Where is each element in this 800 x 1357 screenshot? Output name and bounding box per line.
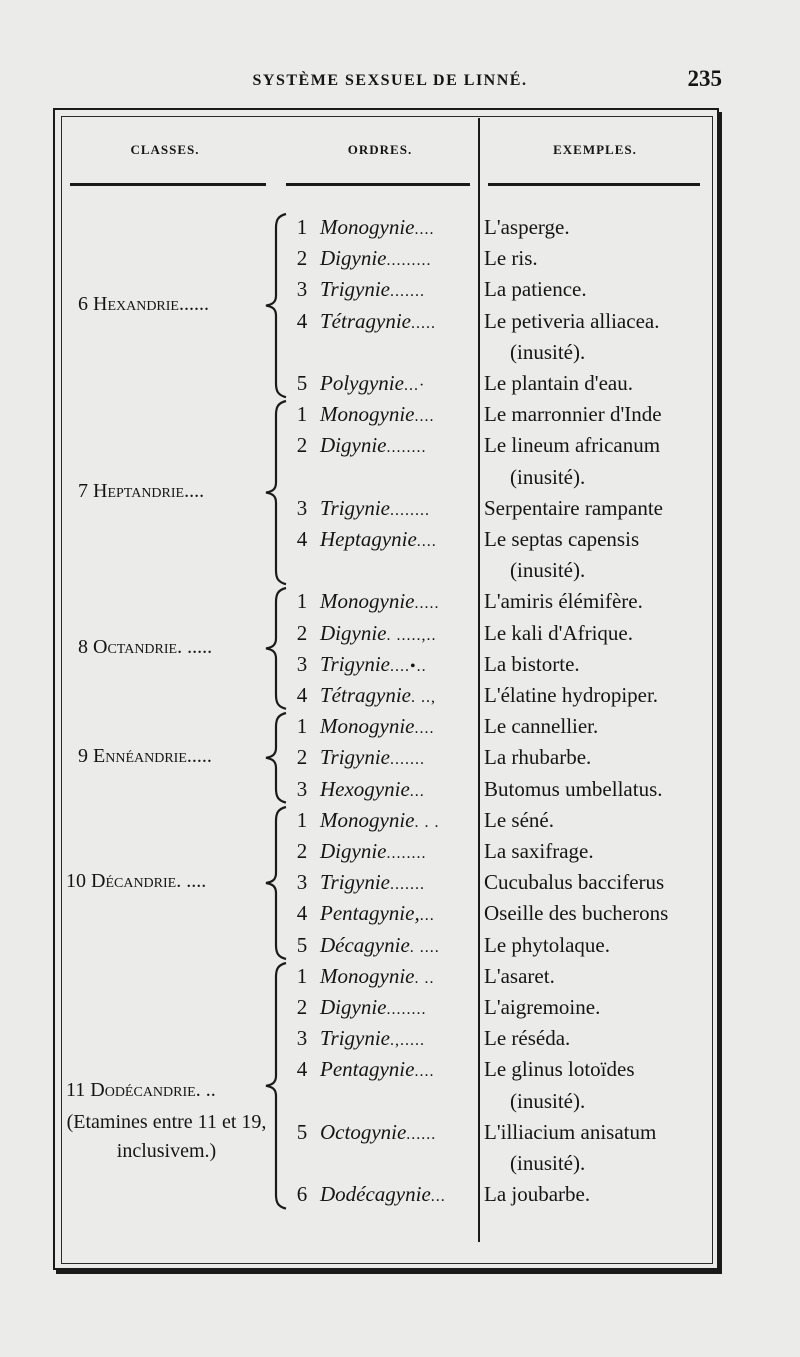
order-name: Digynie	[320, 620, 387, 645]
class-brace	[264, 805, 288, 961]
order-name: Trigynie	[320, 277, 391, 302]
class-label	[78, 292, 209, 316]
order-leader-dots: ....	[414, 720, 435, 738]
order-name: Monogynie	[320, 402, 415, 427]
order-row	[284, 274, 479, 304]
class-number: 9	[78, 745, 88, 767]
order-number: 4	[296, 308, 308, 333]
column-header-classes: CLASSES.	[130, 142, 200, 157]
order-row	[284, 430, 479, 460]
order-name: Tétragynie	[320, 308, 411, 333]
order-leader-dots: ....	[414, 221, 435, 238]
example-continuation: (inusité).	[510, 1088, 586, 1113]
order-row	[284, 961, 479, 991]
order-number: 1	[296, 963, 308, 988]
order-leader-dots: ........	[390, 501, 431, 519]
order-leader-dots: ...·	[403, 377, 426, 394]
order-name: Monogynie	[320, 963, 415, 988]
order-name: Trigynie	[320, 870, 391, 895]
order-number: 4	[296, 683, 308, 707]
running-title: SYSTÈME SEXSUEL DE LINNÉ.	[252, 72, 528, 89]
column-header-orders: ORDRES.	[347, 142, 413, 157]
order-row	[284, 649, 479, 679]
example-text: L'asaret.	[484, 963, 555, 988]
class-brace-path	[266, 401, 286, 584]
class-note: (Etamines entre 11 et 19, inclusivem.)	[66, 1110, 267, 1162]
order-row	[284, 836, 479, 866]
order-name: Trigynie	[320, 1026, 391, 1051]
order-row	[284, 1117, 479, 1147]
order-row	[284, 586, 479, 616]
order-name: Tétragynie	[320, 683, 411, 707]
order-name: Hexogynie	[320, 776, 410, 801]
order-name: Heptagynie	[320, 527, 417, 551]
order-leader-dots: ...	[409, 782, 425, 800]
example-text: L'élatine hydropiper.	[484, 683, 659, 707]
order-name: Monogynie	[320, 807, 415, 832]
order-number: 4	[296, 901, 308, 926]
class-brace	[264, 212, 288, 399]
class-name: Hexandrie	[93, 292, 179, 315]
example-text: L'aigremoine.	[484, 995, 601, 1019]
example-text: L'illiacium anisatum	[484, 1119, 657, 1144]
order-number: 5	[296, 1119, 308, 1144]
order-name: Octogynie	[320, 1119, 407, 1144]
order-number: 2	[296, 246, 308, 271]
order-number: 1	[296, 807, 308, 832]
class-leader-dots: . ....	[176, 869, 207, 892]
class-name: Heptandrie	[93, 479, 185, 502]
example-text: Oseille des bucherons	[484, 901, 669, 926]
class-name: Décandrie	[91, 869, 177, 892]
class-leader-dots: .....	[186, 745, 212, 767]
order-number: 2	[296, 839, 308, 863]
order-number: 4	[296, 1057, 308, 1082]
order-row	[284, 212, 479, 242]
order-leader-dots: .......	[390, 283, 426, 301]
order-name: Monogynie	[320, 589, 415, 614]
order-number: 3	[296, 1026, 308, 1051]
order-number: 5	[296, 371, 308, 395]
class-brace-path	[266, 214, 286, 397]
order-name: Monogynie	[320, 215, 415, 239]
order-name: Trigynie	[320, 495, 391, 520]
example-text: Le marronnier d'Inde	[484, 402, 662, 427]
example-text: La saxifrage.	[484, 839, 594, 863]
class-label	[66, 1078, 216, 1102]
example-text: Le plantain d'eau.	[484, 371, 633, 395]
class-leader-dots: ....	[184, 479, 205, 502]
order-number: 2	[296, 745, 308, 770]
class-leader-dots: . ..	[195, 1078, 216, 1101]
order-number: 3	[296, 495, 308, 520]
order-row	[284, 618, 479, 648]
order-row	[284, 867, 479, 897]
example-text: Serpentaire rampante	[484, 495, 663, 520]
class-brace-path	[266, 963, 286, 1209]
order-leader-dots: ...	[419, 907, 435, 925]
order-leader-dots: . ..,	[410, 689, 436, 706]
example-text: Le lineum africanum	[484, 433, 661, 458]
order-number: 1	[296, 589, 308, 614]
order-number: 5	[296, 932, 308, 957]
example-continuation: (inusité).	[510, 558, 586, 583]
example-text: Le kali d'Afrique.	[484, 620, 633, 645]
order-row	[284, 493, 479, 523]
order-row	[284, 1054, 479, 1084]
page-number: 235	[687, 66, 722, 91]
example-continuation: (inusité).	[510, 464, 586, 489]
example-text: L'amiris élémifère.	[484, 589, 643, 614]
header-rule-classes	[70, 183, 266, 186]
example-text: Le phytolaque.	[484, 932, 610, 957]
order-name: Digynie	[320, 995, 387, 1019]
order-row	[284, 805, 479, 835]
class-label	[78, 479, 204, 503]
class-brace-path	[266, 713, 286, 803]
example-text: Le septas capensis	[484, 527, 640, 551]
class-number: 10	[66, 869, 86, 892]
example-text: La joubarbe.	[484, 1182, 591, 1207]
example-text: La bistorte.	[484, 651, 580, 676]
order-leader-dots: ........	[386, 1001, 427, 1018]
class-brace	[264, 711, 288, 805]
order-row	[284, 898, 479, 928]
order-leader-dots: . .....,..	[386, 626, 437, 644]
order-number: 6	[296, 1182, 308, 1207]
class-brace	[264, 586, 288, 711]
header-rule-examples	[488, 183, 700, 186]
order-number: 3	[296, 277, 308, 302]
class-number: 11	[66, 1078, 86, 1101]
order-name: Digynie	[320, 839, 387, 863]
order-row	[284, 399, 479, 429]
order-row	[284, 742, 479, 772]
order-leader-dots: .,.....	[390, 1032, 426, 1050]
example-text: Le petiveria alliacea.	[484, 308, 660, 333]
class-brace-path	[266, 807, 286, 959]
header-rule-orders	[286, 183, 470, 186]
order-leader-dots: .......	[390, 876, 426, 894]
column-header-examples: EXEMPLES.	[553, 142, 637, 157]
order-leader-dots: ....	[416, 533, 437, 550]
class-label	[66, 869, 206, 893]
order-name: Trigynie	[320, 651, 391, 676]
example-continuation: (inusité).	[510, 1151, 586, 1175]
order-row	[284, 368, 479, 398]
class-brace	[264, 961, 288, 1211]
order-row	[284, 1179, 479, 1209]
class-number: 6	[78, 292, 88, 315]
order-leader-dots: . ..	[414, 969, 435, 987]
example-text: L'asperge.	[484, 215, 570, 239]
order-number: 1	[296, 215, 308, 239]
order-leader-dots: ........	[386, 439, 427, 457]
order-leader-dots: ....	[414, 1063, 435, 1081]
class-number: 7	[78, 479, 88, 502]
order-leader-dots: .....	[410, 314, 436, 332]
class-number: 8	[78, 635, 88, 658]
example-text: Le cannellier.	[484, 714, 599, 739]
example-text: Cucubalus bacciferus	[484, 870, 665, 895]
order-number: 1	[296, 402, 308, 427]
order-row	[284, 306, 479, 336]
order-leader-dots: ....	[414, 408, 435, 426]
class-name: Dodécandrie	[90, 1078, 196, 1101]
order-row	[284, 1023, 479, 1053]
order-name: Monogynie	[320, 714, 415, 739]
order-leader-dots: . . .	[414, 813, 440, 831]
order-number: 3	[296, 870, 308, 895]
class-leader-dots: ......	[179, 292, 209, 315]
order-leader-dots: . ....	[409, 938, 440, 956]
class-label	[78, 635, 212, 659]
class-brace-path	[266, 588, 286, 709]
order-row	[284, 524, 479, 554]
order-number: 4	[296, 527, 308, 551]
page-header	[0, 0, 800, 110]
order-name: Décagynie	[320, 932, 410, 957]
example-text: Le réséda.	[484, 1026, 571, 1051]
order-leader-dots: ........	[386, 845, 427, 862]
example-text: Butomus umbellatus.	[484, 776, 663, 801]
order-row	[284, 992, 479, 1022]
class-leader-dots: . .....	[177, 635, 213, 658]
order-leader-dots: ...	[430, 1188, 446, 1206]
class-label	[78, 744, 212, 768]
example-text: Le séné.	[484, 807, 554, 832]
order-row	[284, 930, 479, 960]
order-number: 3	[296, 651, 308, 676]
order-name: Digynie	[320, 246, 387, 271]
order-name: Polygynie	[320, 371, 404, 395]
order-row	[284, 774, 479, 804]
example-continuation: (inusité).	[510, 339, 586, 364]
example-text: La patience.	[484, 277, 587, 302]
order-row	[284, 711, 479, 741]
order-number: 1	[296, 714, 308, 739]
order-name: Pentagynie,	[320, 901, 420, 926]
order-number: 2	[296, 433, 308, 458]
class-name: Ennéandrie	[93, 745, 187, 767]
order-leader-dots: .....	[414, 595, 440, 613]
order-number: 2	[296, 620, 308, 645]
order-leader-dots: ....•..	[390, 657, 427, 675]
order-row	[284, 243, 479, 273]
order-leader-dots: .........	[386, 252, 432, 270]
order-number: 2	[296, 995, 308, 1019]
order-name: Trigynie	[320, 745, 391, 770]
example-text: Le glinus lotoïdes	[484, 1057, 635, 1082]
order-leader-dots: ......	[406, 1125, 437, 1143]
example-text: Le ris.	[484, 246, 538, 271]
class-name: Octandrie	[93, 635, 178, 658]
class-brace	[264, 399, 288, 586]
example-text: La rhubarbe.	[484, 745, 592, 770]
order-name: Digynie	[320, 433, 387, 458]
order-row	[284, 680, 479, 710]
order-name: Pentagynie	[320, 1057, 415, 1082]
order-number: 3	[296, 776, 308, 801]
order-name: Dodécagynie	[320, 1182, 431, 1207]
order-leader-dots: .......	[390, 751, 426, 769]
